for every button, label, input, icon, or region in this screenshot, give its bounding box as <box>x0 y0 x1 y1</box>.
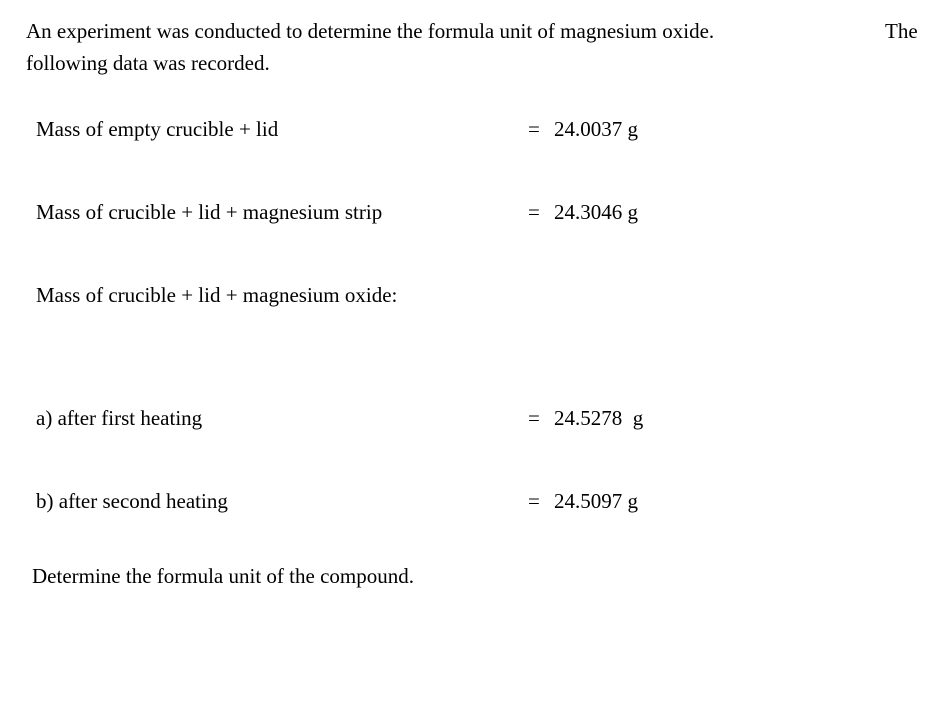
measurement-label: Mass of empty crucible + lid <box>36 117 279 141</box>
measurement-value-text: 24.5278 g <box>554 406 644 430</box>
measurement-value <box>528 119 638 140</box>
intro-text-line-2: following data was recorded. <box>26 51 270 75</box>
measurement-value-text: 24.0037 g <box>554 117 638 141</box>
measurement-value <box>528 408 643 429</box>
measurement-label: Mass of crucible + lid + magnesium oxide: <box>36 283 398 307</box>
measurement-label: a) after first heating <box>36 406 203 430</box>
measurement-value <box>528 202 638 223</box>
intro-text-line-1-tail: The <box>885 19 918 43</box>
measurement-label: Mass of crucible + lid + magnesium strip <box>36 200 383 224</box>
measurement-label: b) after second heating <box>36 489 228 513</box>
measurement-value-text: 24.3046 g <box>554 200 638 224</box>
question-text: Determine the formula unit of the compound. <box>32 564 414 588</box>
equals-sign: = <box>528 117 540 141</box>
measurement-value-text: 24.5097 g <box>554 489 638 513</box>
equals-sign: = <box>528 406 540 430</box>
measurement-value <box>528 491 638 512</box>
intro-text-line-1: An experiment was conducted to determine the formula unit of magnesium oxide. <box>26 19 715 43</box>
equals-sign: = <box>528 200 540 224</box>
equals-sign: = <box>528 489 540 513</box>
